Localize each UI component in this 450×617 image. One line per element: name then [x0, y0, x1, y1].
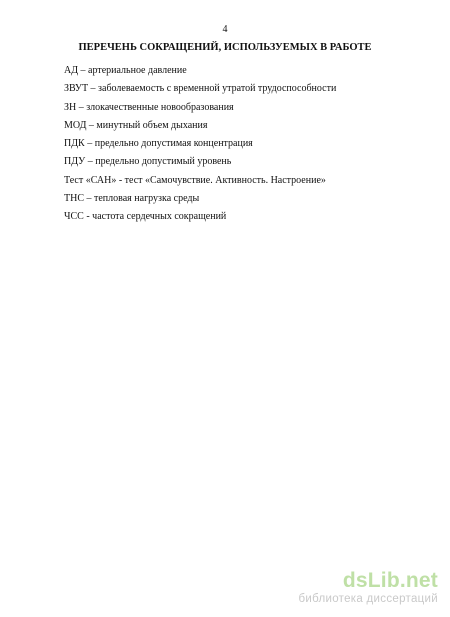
abbreviation-item: АД – артериальное давление: [64, 65, 187, 76]
abbreviation-item: ТНС – тепловая нагрузка среды: [64, 193, 200, 205]
watermark-logo: dsLib.net: [342, 568, 438, 592]
watermark: [298, 570, 438, 606]
abbreviation-item: ЧСС - частота сердечных сокращений: [64, 211, 227, 223]
page-number: 4: [222, 24, 228, 35]
abbreviation-list: [64, 62, 434, 227]
abbreviation-item: ЗН – злокачественные новообразования: [64, 101, 234, 113]
abbreviation-item: ПДУ – предельно допустимый уровень: [64, 156, 232, 168]
section-heading: ПЕРЕЧЕНЬ СОКРАЩЕНИЙ, ИСПОЛЬЗУЕМЫХ В РАБОТЕ: [78, 42, 372, 53]
abbreviation-item: ЗВУТ – заболеваемость с временной утратой трудоспособности: [64, 83, 337, 95]
abbreviation-item: МОД – минутный объем дыхания: [64, 119, 208, 131]
abbreviation-item: ПДК – предельно допустимая концентрация: [64, 138, 253, 150]
watermark-tagline: библиотека диссертаций: [298, 592, 438, 605]
abbreviation-item: Тест «САН» - тест «Самочувствие. Активность. Настроение»: [64, 174, 326, 186]
